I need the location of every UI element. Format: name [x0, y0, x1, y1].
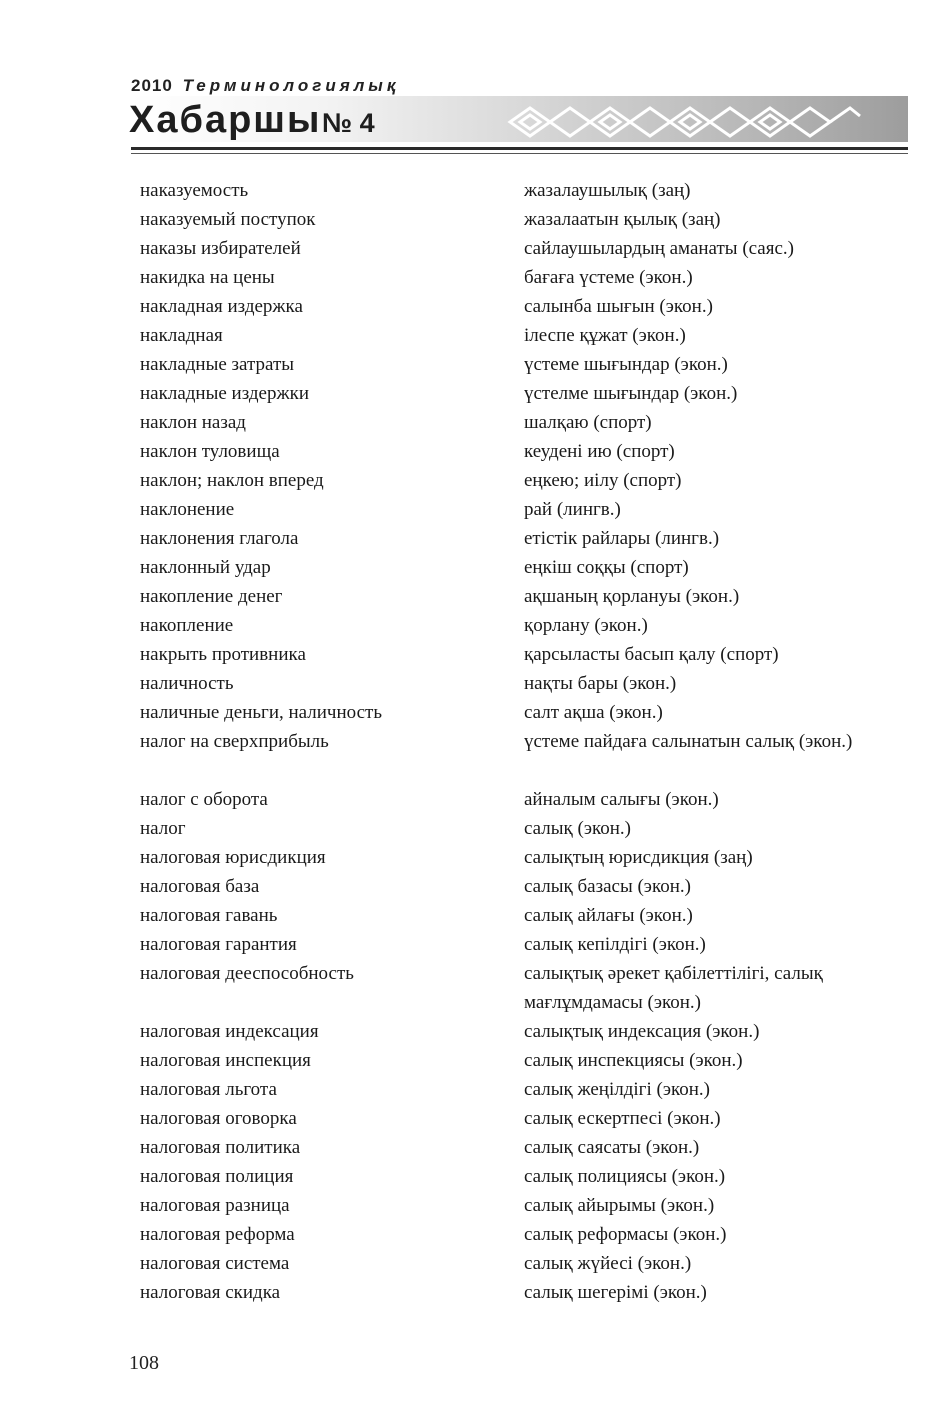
entry-kazakh-term: кеудені ию (спорт): [524, 441, 675, 462]
entry-kazakh-term: салық айлағы (экон.): [524, 905, 693, 926]
glossary-entry: [0, 234, 947, 263]
entry-russian-term: накладные затраты: [140, 354, 295, 375]
entry-russian-term: накрыть противника: [140, 644, 306, 665]
entry-kazakh-term: салық кепілдігі (экон.): [524, 934, 706, 955]
glossary-entry: [0, 1133, 947, 1162]
entry-russian-term: налоговая гавань: [140, 905, 278, 926]
entry-russian-term: налоговая индексация: [140, 1021, 319, 1042]
page-number: 108: [129, 1352, 159, 1374]
entry-kazakh-term: үстеме шығындар (экон.): [524, 354, 728, 375]
entry-russian-term: налоговая политика: [140, 1137, 301, 1158]
entry-kazakh-term: салық инспекциясы (экон.): [524, 1050, 743, 1071]
entry-kazakh-term: үстеме пайдаға салынатын салық (экон.): [524, 731, 853, 752]
entry-kazakh-term: ілеспе құжат (экон.): [524, 325, 686, 346]
entry-kazakh-term: ақшаның қорлануы (экон.): [524, 586, 740, 607]
glossary-entry: [0, 930, 947, 959]
glossary-entry: [0, 495, 947, 524]
entry-russian-term: наклон туловища: [140, 441, 280, 462]
entry-russian-term: наличные деньги, наличность: [140, 702, 382, 723]
entry-kazakh-term: салықтың юрисдикция (заң): [524, 847, 753, 868]
header-title: Хабаршы: [129, 99, 322, 141]
glossary-entry: [0, 524, 947, 553]
entry-russian-term: налоговая полиция: [140, 1166, 294, 1187]
entry-kazakh-term: рай (лингв.): [524, 499, 621, 520]
header-year-line: [131, 76, 399, 96]
glossary-entry: [0, 437, 947, 466]
glossary-entry: [0, 350, 947, 379]
entry-russian-term: наказуемый поступок: [140, 209, 316, 230]
header-title-small: Терминологиялық: [182, 76, 400, 95]
entry-kazakh-term: салықтық индексация (экон.): [524, 1021, 760, 1042]
entry-kazakh-term: салықтық әрекет қабілеттілігі, салық мағлұмдамасы (экон.): [524, 963, 823, 1013]
entry-kazakh-term: салық шегерімі (экон.): [524, 1282, 707, 1303]
glossary-entry: [0, 1046, 947, 1075]
entry-kazakh-term: сайлаушылардың аманаты (саяс.): [524, 238, 794, 259]
entry-russian-term: налоговая база: [140, 876, 260, 897]
entry-russian-term: налоговая разница: [140, 1195, 290, 1216]
glossary-entry: [0, 727, 947, 785]
glossary-entry: [0, 669, 947, 698]
glossary-entry: [0, 1162, 947, 1191]
glossary-entry: [0, 901, 947, 930]
entry-russian-term: налог: [140, 818, 186, 839]
entry-russian-term: налоговая льгота: [140, 1079, 277, 1100]
entry-russian-term: налоговая дееспособность: [140, 963, 354, 984]
entry-russian-term: накладные издержки: [140, 383, 309, 404]
entry-kazakh-term: бағаға үстеме (экон.): [524, 267, 693, 288]
glossary-entry: [0, 698, 947, 727]
entry-kazakh-term: еңкіш соққы (спорт): [524, 557, 689, 578]
entry-russian-term: налог на сверхприбыль: [140, 731, 329, 752]
entry-kazakh-term: жазалаушылық (заң): [524, 180, 691, 201]
glossary-entries: [0, 176, 947, 1307]
entry-russian-term: накопление: [140, 615, 234, 636]
entry-kazakh-term: салық реформасы (экон.): [524, 1224, 727, 1245]
glossary-entry: [0, 640, 947, 669]
entry-kazakh-term: қарсыласты басып қалу (спорт): [524, 644, 779, 665]
glossary-entry: [0, 582, 947, 611]
glossary-entry: [0, 1075, 947, 1104]
entry-kazakh-term: нақты бары (экон.): [524, 673, 677, 694]
entry-kazakh-term: айналым салығы (экон.): [524, 789, 719, 810]
entry-russian-term: наличность: [140, 673, 234, 694]
header-rule-thick: [131, 147, 908, 150]
entry-kazakh-term: қорлану (экон.): [524, 615, 648, 636]
glossary-entry: [0, 1017, 947, 1046]
entry-russian-term: налоговая реформа: [140, 1224, 295, 1245]
entry-kazakh-term: салық полициясы (экон.): [524, 1166, 726, 1187]
entry-russian-term: налоговая гарантия: [140, 934, 297, 955]
entry-russian-term: наклонения глагола: [140, 528, 299, 549]
glossary-entry: [0, 553, 947, 582]
entry-russian-term: накидка на цены: [140, 267, 275, 288]
glossary-entry: [0, 785, 947, 814]
glossary-entry: [0, 408, 947, 437]
glossary-entry: [0, 263, 947, 292]
entry-russian-term: наклон; наклон вперед: [140, 470, 324, 491]
entry-russian-term: налоговая оговорка: [140, 1108, 297, 1129]
glossary-entry: [0, 292, 947, 321]
entry-russian-term: наказы избирателей: [140, 238, 301, 259]
entry-russian-term: накладная издержка: [140, 296, 303, 317]
entry-kazakh-term: салық жүйесі (экон.): [524, 1253, 692, 1274]
entry-russian-term: наклон назад: [140, 412, 246, 433]
header-year: 2010: [131, 76, 173, 95]
entry-russian-term: налоговая инспекция: [140, 1050, 311, 1071]
glossary-entry: [0, 466, 947, 495]
entry-kazakh-term: салық (экон.): [524, 818, 631, 839]
entry-russian-term: наказуемость: [140, 180, 249, 201]
entry-kazakh-term: салынба шығын (экон.): [524, 296, 713, 317]
glossary-entry: [0, 843, 947, 872]
glossary-entry: [0, 1104, 947, 1133]
entry-russian-term: налог с оборота: [140, 789, 268, 810]
entry-russian-term: наклонение: [140, 499, 235, 520]
entry-kazakh-term: шалқаю (спорт): [524, 412, 652, 433]
page-header: [0, 0, 947, 170]
entry-kazakh-term: еңкею; иілу (спорт): [524, 470, 682, 491]
entry-russian-term: накладная: [140, 325, 223, 346]
glossary-entry: [0, 1220, 947, 1249]
entry-kazakh-term: салық базасы (экон.): [524, 876, 691, 897]
glossary-entry: [0, 611, 947, 640]
entry-kazakh-term: салық айырымы (экон.): [524, 1195, 715, 1216]
glossary-entry: [0, 205, 947, 234]
glossary-entry: [0, 1278, 947, 1307]
entry-kazakh-term: салық ескертпесі (экон.): [524, 1108, 721, 1129]
entry-kazakh-term: салық жеңілдігі (экон.): [524, 1079, 710, 1100]
glossary-entry: [0, 1191, 947, 1220]
glossary-entry: [0, 379, 947, 408]
glossary-entry: [0, 959, 947, 1017]
entry-kazakh-term: етістік райлары (лингв.): [524, 528, 720, 549]
entry-russian-term: наклонный удар: [140, 557, 271, 578]
glossary-entry: [0, 872, 947, 901]
entry-russian-term: накопление денег: [140, 586, 283, 607]
glossary-entry: [0, 176, 947, 205]
entry-kazakh-term: салық саясаты (экон.): [524, 1137, 700, 1158]
glossary-entry: [0, 321, 947, 350]
header-ornament-icon: [505, 102, 865, 142]
entry-russian-term: налоговая юрисдикция: [140, 847, 326, 868]
entry-kazakh-term: жазалаатын қылық (заң): [524, 209, 721, 230]
entry-russian-term: налоговая скидка: [140, 1282, 281, 1303]
entry-kazakh-term: салт ақша (экон.): [524, 702, 663, 723]
header-rule-thin: [131, 153, 908, 154]
glossary-entry: [0, 814, 947, 843]
glossary-entry: [0, 1249, 947, 1278]
entry-kazakh-term: үстелме шығындар (экон.): [524, 383, 738, 404]
entry-russian-term: налоговая система: [140, 1253, 290, 1274]
header-issue-number: № 4: [322, 108, 375, 138]
